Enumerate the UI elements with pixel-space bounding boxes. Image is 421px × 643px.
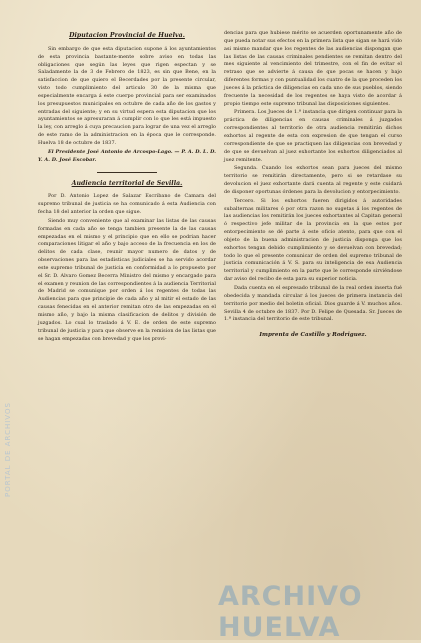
left-column (38, 30, 216, 344)
paragraph-primera: Primera. Los Jueces de 1.ª instancia que dirigen continuar para la práctica de diligencias en causas criminales á juzgados correspondientes al territorio de otra audiencia remitirán dichos exhortos al regente de esta con expresion de que tengan el curso correspondiente de que se practiquen las diligencias con brevedad y de que se devuelvan al juez exhortante los exhortos diligenciados al juez remitente. (224, 109, 402, 163)
archive-side-stamp: PORTAL DE ARCHIVOS (4, 402, 12, 498)
heading-diputacion: Diputacion Provincial de Huelva. (69, 32, 185, 39)
paragraph-audiencia-body: Siendo muy conveniente que al examinar las listas de las causas formadas en cada año se tenga tambien presente la de las causas empezadas en el mismo y el principio que en ello se podrian hacer comparaciones litigar el año y bajo acceso de la frecuencia en los de delitos de cada clase, reunir mayor numero de datos y de observaciones para las estadisticas judiciales se ha servido acordar este supremo tribunal de justicia en conformidad a lo propuesto por el Sr. D. Alvaro Gomez Becerra Ministro del mismo y encargado para el examen y reunion de las correspondientes á la audiencia Territorial de Madrid se comunique por orden á los regentes de todas las Audiencias para que principie de cada año y al mitir el estado de las causas fenecidas en el anterior remitan otro de las empezadas en el mismo año, y bajo la misma clasificacion de delitos y división de juzgados. Lo cual lo traslado á V. E. de orden de este supremo tribunal de justicia y para que observe en la remision de las listas que se hagan empezadas con brevedad y que los provi- (38, 217, 216, 342)
imprint-line: Imprenta de Castillo y Rodriguez. (259, 332, 367, 339)
archive-watermark-logo: ARCHIVO HUELVA (218, 581, 363, 643)
paragraph-segunda: Segunda. Cuando los exhortos sean para jueces del mismo territorio se remitirán directamente, pero si se retardase su devolucion el juez exhortante dará cuenta al regente y este cuidará de disponer oportunas órdenes para la devolucion y entorpecimiento. (224, 165, 402, 195)
signature-diputacion: El Presidente José Antonio de Arcospo-Lago. — P. A. D. L. D. Y. A. D. José Escobar. (38, 148, 216, 163)
paragraph-audiencia-intro: Por D. Antonio Lopez de Salazar Escribano de Camara del supremo tribunal de justicia se ha comunicado á esta Audiencia con fecha 18 del anterior la orden que sigue. (38, 193, 216, 216)
paragraph-diputacion: Sin embargo de que esta diputacion supone á los ayuntamientos de esta provincia bastante-mente sobre aviso en todas las obligaciones que según las leyes que rigen espectan y se Saladamente la de 3 de Febrero de 1823, es sin que Bene, en la satisfaccion de que quiero el Becerdades por la presente circular, visto todo cumplimiento del articulo 30 de la misma que especialmente encarga á este cuerpo provincial para ser examinados los presupuestos municipales en octubre de cada año de los gastos y entradas del siguiente; y en su virtud espera esta diputacion que los ayuntamientos se apresuraran á cumplir con lo que les está impuesto la ley, con arreglo á cuya precaucion para lograr de una vez el arreglo de este ramo de la administracion en la época que le corresponde. Huelva 18 de octubre de 1837. (38, 45, 216, 146)
paragraph-closing: Dada cuenta en el espresado tribunal de la real orden inserta fué obedecida y mandada circular á los jueces de primera instancia del territorio por medio del boletin oficial. Dios guarde á V. muchos años. Sevilla 4 de octubre de 1837. Por D. Felipe de Quesada. Sr. Jueces de 1.ª instancia del territorio de este tribunal. (224, 285, 402, 323)
paragraph-continuation: dencias para que hubiese mérito se acuerden oportunamente año de que pueda notar sus efectos en la primera lista que sigan se hará vido asi mismo mandar que los regentes de las audiencias dispongan que las listas de las causas criminales pendientes se remitan dentro del mes siguiente al vencimiento del trimestre, con el fin de evitar el retraso que se advierte á causa de que pocas se hacen y bajo diferentes formas y con puntualidad los cuatro de la que proceden los jueces á la práctica de diligencias en cada uno de sus pueblos, siendo frecuente la necesidad de los regentes se haya visto de acordar á propio tiempo este supremo tribunal las disposiciones siguientes. (224, 30, 402, 107)
heading-audiencia: Audiencia territorial de Sevilla. (71, 179, 183, 187)
right-column (224, 30, 402, 340)
paragraph-tercero: Tercero. Si los exhortos fueren dirigidos á autoridades subalternas militares ó por otra razon no sugetas á los regentes de las audiencias los remitirán los jueces exhortantes al Capitan general ó respectivo jefe militar de la provincia en la que estos por entorpecimiento se dé parte á este oficio atento, para que con el objeto de la buena administracion de justicia disponga que los exhortos tengan debido cumplimiento y se devuelvan con brevedad; todo lo que el presente comunicar de orden del supremo tribunal de justicia comunicación á V. S. para su inteligencia de esa Audiencia territorial y cumplimiento en la parte que le corresponde sirviéndose dar aviso del recibo de esta para su superior noticia. (224, 197, 402, 283)
section-divider (97, 172, 157, 173)
